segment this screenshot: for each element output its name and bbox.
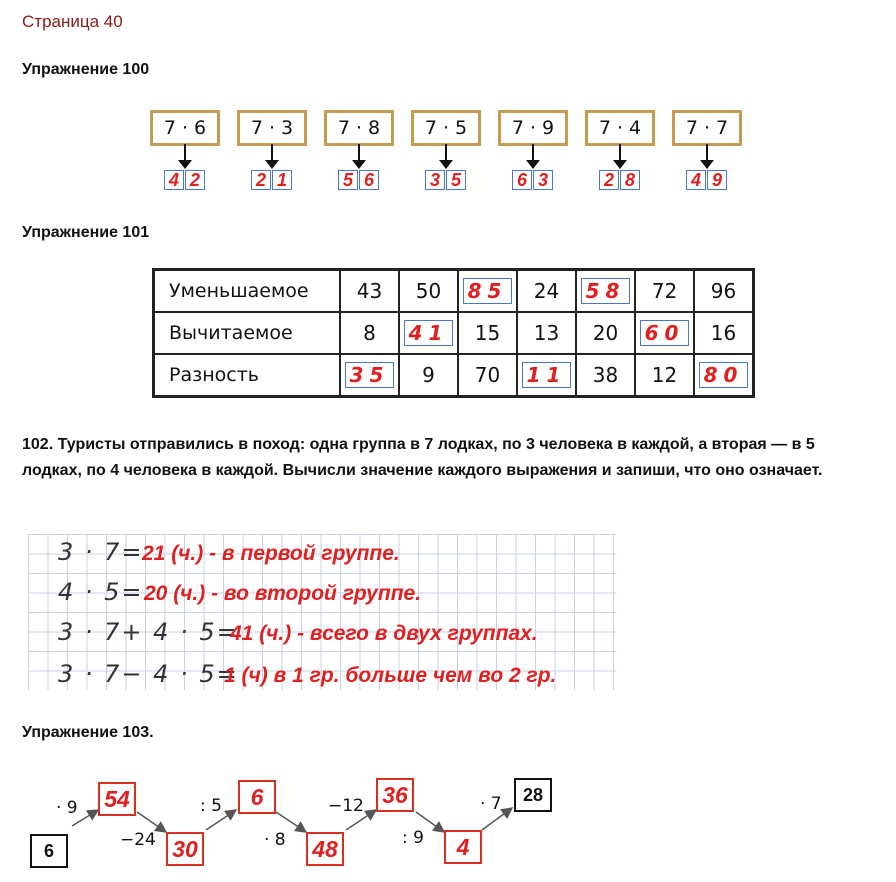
table-cell: 8 xyxy=(340,312,399,354)
answer-value: 11 xyxy=(522,362,572,388)
answer-text: 21 (ч.) - в первой группе. xyxy=(142,542,400,565)
chain-op-4: · 8 xyxy=(264,830,286,850)
answer-digit: 6 xyxy=(359,170,379,190)
chain-op-2: −24 xyxy=(120,830,156,850)
arrow-4 xyxy=(276,812,306,832)
handwritten-expression: 3 · 7+ 4 · 5= xyxy=(58,618,239,646)
arrowhead-icon xyxy=(439,160,453,169)
answer-digit: 4 xyxy=(164,170,184,190)
ex100-expression-box: 7 · 9 xyxy=(498,110,568,146)
answer-cell xyxy=(399,312,458,354)
answer-digit: 1 xyxy=(272,170,292,190)
ex102-grid-notebook xyxy=(28,534,616,690)
arrow-2 xyxy=(137,812,166,832)
chain-op-7: · 7 xyxy=(480,794,502,814)
table-cell: 13 xyxy=(517,312,576,354)
table-row xyxy=(154,354,754,397)
ex100-answer xyxy=(251,170,293,190)
ex100-answer xyxy=(164,170,206,190)
chain-result-5: 36 xyxy=(376,778,414,812)
table-row xyxy=(154,312,754,354)
ex100-item xyxy=(411,110,481,196)
ex102-task-text: 102. Туристы отправились в поход: одна группа в 7 лодках, по 3 человека в каждой, а вторая — в 5 лодках, по 4 человека в каждой. Вычисли значение каждого выражения и запиши, что оно означает. xyxy=(22,436,823,479)
answer-text: 41 (ч.) - всего в двух группах. xyxy=(230,622,538,645)
ex100-item xyxy=(150,110,220,196)
answer-text: 1 (ч) в 1 гр. больше чем во 2 гр. xyxy=(224,664,557,687)
table-cell: 24 xyxy=(517,270,576,313)
ex100-expression-box: 7 · 5 xyxy=(411,110,481,146)
table-cell: 70 xyxy=(458,354,517,397)
answer-value: 35 xyxy=(345,362,395,388)
answer-digit: 4 xyxy=(686,170,706,190)
chain-result-3: 6 xyxy=(238,780,276,814)
arrowhead-icon xyxy=(178,160,192,169)
ex100-answer xyxy=(599,170,641,190)
answer-cell xyxy=(340,354,399,397)
table-cell: 12 xyxy=(635,354,694,397)
ex100-expression-box: 7 · 7 xyxy=(672,110,742,146)
ex100-item xyxy=(324,110,394,196)
answer-text: 20 (ч.) - во второй группе. xyxy=(144,582,422,605)
ex100-answer xyxy=(512,170,554,190)
answer-digit: 3 xyxy=(533,170,553,190)
answer-cell xyxy=(458,270,517,313)
answer-cell xyxy=(576,270,635,313)
ex101-heading: Упражнение 101 xyxy=(22,224,150,241)
answer-value: 60 xyxy=(640,320,690,346)
answer-value: 58 xyxy=(581,278,631,304)
ex100-expression-box: 7 · 8 xyxy=(324,110,394,146)
answer-digit: 2 xyxy=(599,170,619,190)
table-cell: 72 xyxy=(635,270,694,313)
chain-op-3: : 5 xyxy=(200,796,222,816)
arrowhead-icon xyxy=(700,160,714,169)
answer-digit: 9 xyxy=(707,170,727,190)
answer-digit: 6 xyxy=(512,170,532,190)
table-cell: 43 xyxy=(340,270,399,313)
ex100-item xyxy=(585,110,655,196)
chain-op-5: −12 xyxy=(328,796,364,816)
ex100-item xyxy=(672,110,742,196)
row-label: Уменьшаемое xyxy=(154,270,341,313)
chain-result-2: 30 xyxy=(166,832,204,866)
chain-result-4: 48 xyxy=(306,832,344,866)
ex100-expression-box: 7 · 6 xyxy=(150,110,220,146)
arrowhead-icon xyxy=(265,160,279,169)
chain-start: 6 xyxy=(30,834,68,868)
answer-value: 85 xyxy=(463,278,513,304)
chain-result-1: 54 xyxy=(98,782,136,816)
ex100-answer xyxy=(686,170,728,190)
ex100-item xyxy=(237,110,307,196)
table-cell: 20 xyxy=(576,312,635,354)
table-cell: 50 xyxy=(399,270,458,313)
handwritten-expression: 3 · 7− 4 · 5= xyxy=(58,660,239,688)
table-row xyxy=(154,270,754,313)
chain-op-6: : 9 xyxy=(402,828,424,848)
ex103-heading: Упражнение 103. xyxy=(22,724,154,741)
ex100-expression-box: 7 · 3 xyxy=(237,110,307,146)
answer-digit: 5 xyxy=(338,170,358,190)
ex100-answer xyxy=(425,170,467,190)
chain-result-7: 28 xyxy=(514,778,552,812)
answer-digit: 8 xyxy=(620,170,640,190)
answer-cell xyxy=(517,354,576,397)
ex103-chain xyxy=(0,760,896,882)
table-cell: 16 xyxy=(694,312,754,354)
answer-digit: 3 xyxy=(425,170,445,190)
table-cell: 15 xyxy=(458,312,517,354)
answer-cell xyxy=(635,312,694,354)
ex100-item xyxy=(498,110,568,196)
handwritten-expression: 4 · 5= xyxy=(58,578,144,606)
chain-result-6: 4 xyxy=(444,830,482,864)
ex100-figure xyxy=(150,110,750,200)
table-cell: 96 xyxy=(694,270,754,313)
answer-digit: 2 xyxy=(185,170,205,190)
ex101-table xyxy=(152,268,755,398)
ex100-answer xyxy=(338,170,380,190)
answer-digit: 2 xyxy=(251,170,271,190)
answer-value: 41 xyxy=(404,320,454,346)
row-label: Вычитаемое xyxy=(154,312,341,354)
table-cell: 9 xyxy=(399,354,458,397)
row-label: Разность xyxy=(154,354,341,397)
answer-value: 80 xyxy=(699,362,749,388)
page-link[interactable]: Страница 40 xyxy=(22,12,123,31)
ex100-heading: Упражнение 100 xyxy=(22,61,150,78)
table-cell: 38 xyxy=(576,354,635,397)
arrowhead-icon xyxy=(352,160,366,169)
arrowhead-icon xyxy=(526,160,540,169)
ex100-expression-box: 7 · 4 xyxy=(585,110,655,146)
answer-digit: 5 xyxy=(446,170,466,190)
chain-op-1: · 9 xyxy=(56,798,78,818)
handwritten-expression: 3 · 7= xyxy=(58,538,144,566)
arrowhead-icon xyxy=(613,160,627,169)
answer-cell xyxy=(694,354,754,397)
